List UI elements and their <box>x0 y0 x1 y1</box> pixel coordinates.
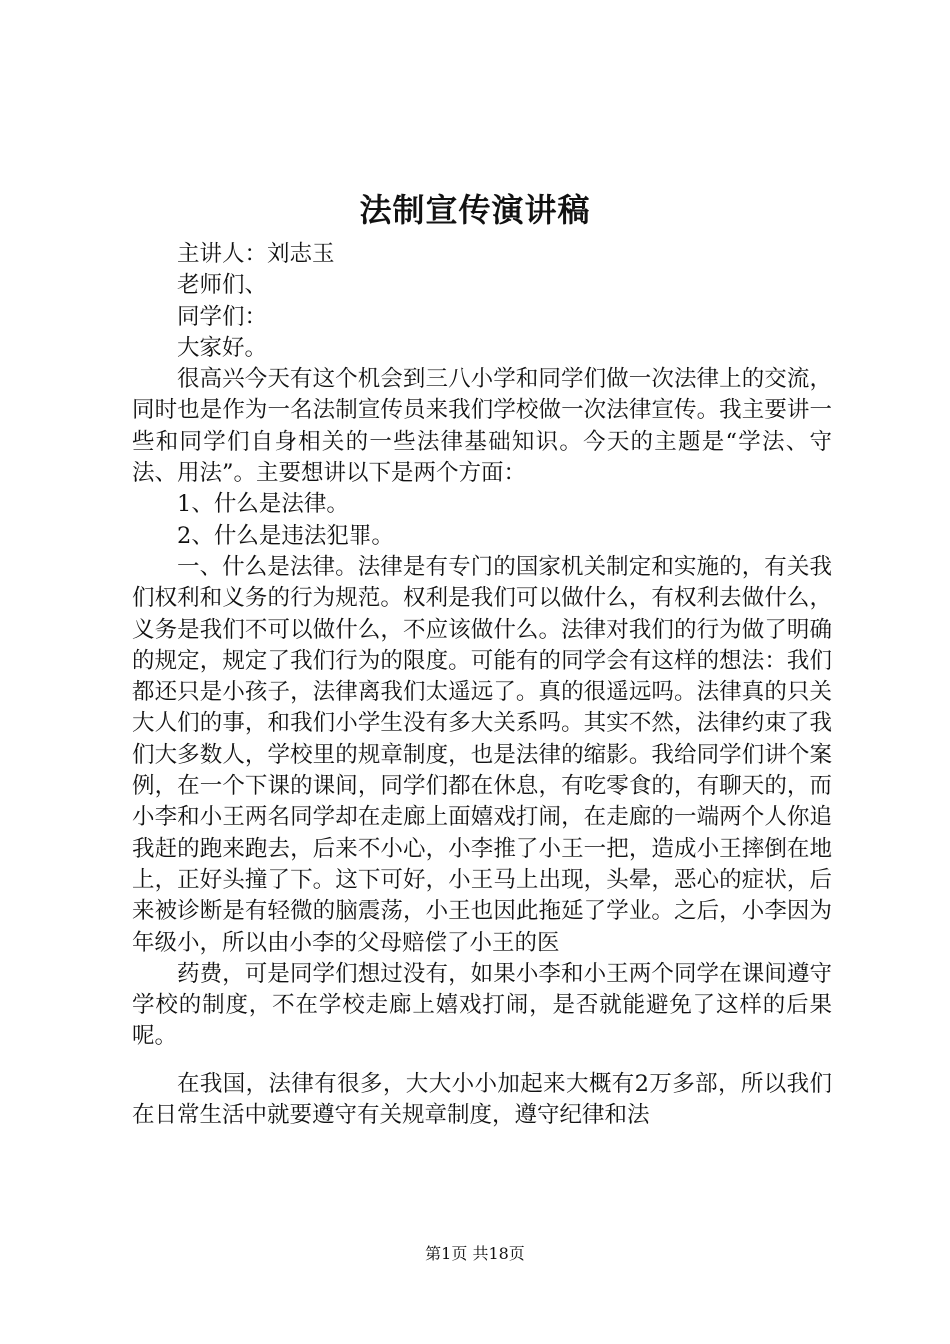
document-body <box>132 239 832 1131</box>
page-number-footer: 第1页 共18页 <box>425 1244 525 1263</box>
paragraph-greeting-teachers: 老师们、 <box>177 272 268 299</box>
paragraph-speaker: 主讲人：刘志玉 <box>177 241 335 267</box>
paragraph-greeting-students: 同学们： <box>177 303 268 330</box>
paragraph-section-one: 一、什么是法律。法律是有专门的国家机关制定和实施的，有关我们权利和义务的行为规范。权利是我们可以做什么，有权利去做什么，义务是我们不可以做什么，不应该做什么。法律对我们的行为做了明确的规定，规定了我们行为的限度。可能有的同学会有这样的想法：我们都还只是小孩子，法律离我们太遥远了。真的很遥远吗。法律真的只关大人们的事，和我们小学生没有多大关系吗。其实不然，法律约束了我们大多数人，学校里的规章制度，也是法律的缩影。我给同学们讲个案例，在一个下课的课间，同学们都在休息，有吃零食的，有聊天的，而小李和小王两名同学却在走廊上面嬉戏打闹，在走廊的一端两个人你追我赶的跑来跑去，后来不小心，小李推了小王一把，造成小王摔倒在地上，正好头撞了下。这下可好，小王马上出现，头晕，恶心的症状，后来被诊断是有轻微的脑震荡，小王也因此拖延了学业。之后，小李因为年级小，所以由小李的父母赔偿了小王的医 <box>132 553 832 956</box>
paragraph-point-2: 2、什么是违法犯罪。 <box>177 522 394 549</box>
paragraph-laws-in-china: 在我国，法律有很多，大大小小加起来大概有2万多部，所以我们在日常生活中就要遵守有关规章制度，遵守纪律和法 <box>132 1070 832 1129</box>
paragraph-medical-fees: 药费，可是同学们想过没有，如果小李和小王两个同学在课间遵守学校的制度，不在学校走廊上嬉戏打闹，是否就能避免了这样的后果呢。 <box>132 960 832 1050</box>
paragraph-intro: 很高兴今天有这个机会到三八小学和同学们做一次法律上的交流，同时也是作为一名法制宣传员来我们学校做一次法律宣传。我主要讲一些和同学们自身相关的一些法律基础知识。今天的主题是“学法、守法、用法”。主要想讲以下是两个方面： <box>132 366 832 487</box>
paragraph-point-1: 1、什么是法律。 <box>177 491 349 518</box>
paragraph-hello: 大家好。 <box>177 334 268 361</box>
document-title: 法制宣传演讲稿 <box>359 191 591 229</box>
